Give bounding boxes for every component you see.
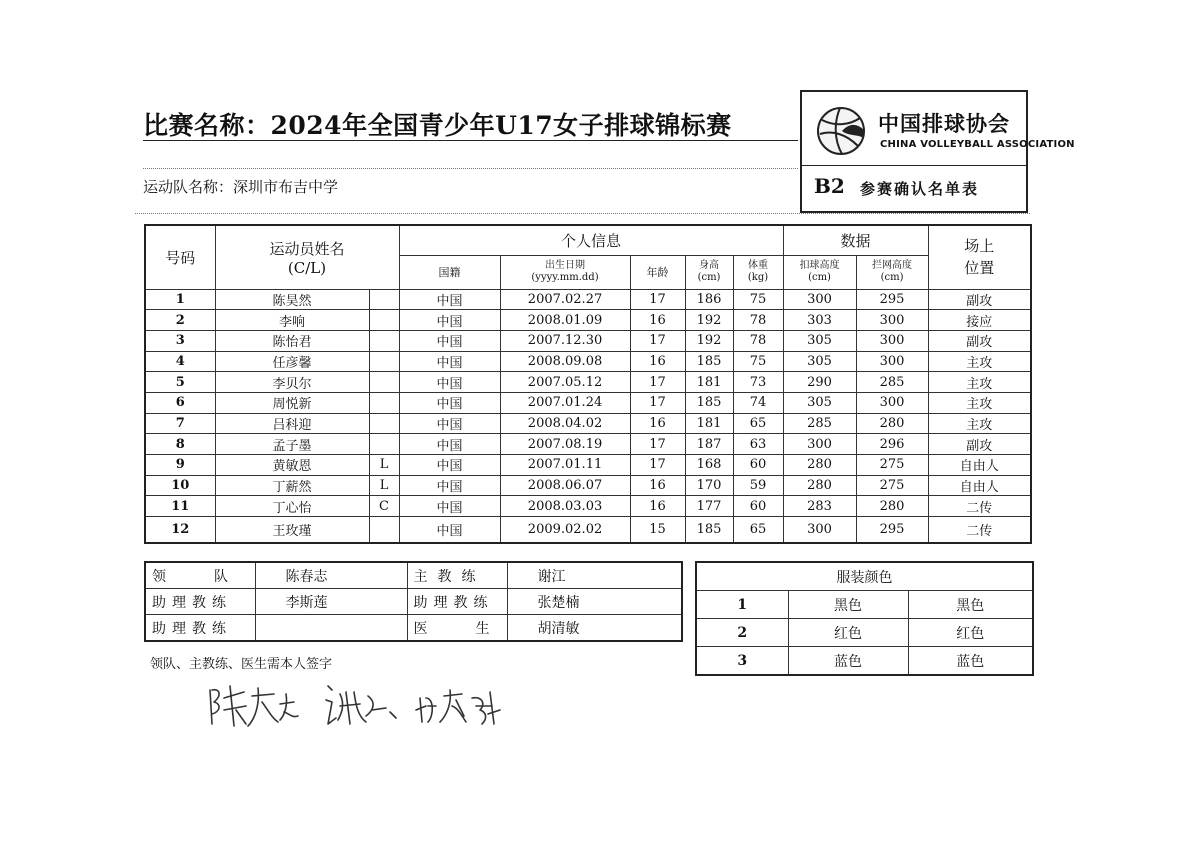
header-height-unit: (cm) — [697, 272, 721, 283]
player-weight: 73 — [733, 372, 783, 393]
player-block-height: 300 — [856, 330, 928, 351]
player-name: 黄敏恩 — [215, 455, 369, 476]
header-position: 场上位置 — [928, 225, 1031, 289]
player-height: 170 — [685, 475, 733, 496]
player-number: 3 — [145, 330, 215, 351]
captain-libero-mark — [369, 392, 399, 413]
table-row — [145, 392, 1031, 413]
player-age: 16 — [630, 496, 685, 517]
player-weight: 59 — [733, 475, 783, 496]
player-spike-height: 283 — [783, 496, 856, 517]
player-name: 孟子墨 — [215, 434, 369, 455]
table-row — [145, 455, 1031, 476]
staff-row — [145, 615, 682, 642]
header-weight-unit: (kg) — [747, 272, 769, 283]
player-number: 8 — [145, 434, 215, 455]
header-data: 数据 — [783, 225, 928, 255]
kit-row — [696, 591, 1033, 619]
player-position: 二传 — [928, 517, 1031, 543]
player-spike-height: 280 — [783, 455, 856, 476]
player-spike-height: 300 — [783, 289, 856, 310]
asst-coach-label: 助理教练 — [407, 589, 507, 615]
header-spike-unit: (cm) — [808, 272, 831, 283]
player-height: 181 — [685, 413, 733, 434]
leader-label-text: 领队 — [152, 568, 276, 585]
player-name: 陈昊然 — [215, 289, 369, 310]
player-position: 主攻 — [928, 372, 1031, 393]
player-position: 副攻 — [928, 330, 1031, 351]
player-number: 10 — [145, 475, 215, 496]
header-age: 年龄 — [630, 255, 685, 289]
player-spike-height: 300 — [783, 517, 856, 543]
player-dob: 2007.08.19 — [500, 434, 630, 455]
captain-libero-mark — [369, 330, 399, 351]
player-spike-height: 290 — [783, 372, 856, 393]
player-dob: 2007.02.27 — [500, 289, 630, 310]
player-number: 5 — [145, 372, 215, 393]
player-age: 16 — [630, 310, 685, 331]
player-position: 主攻 — [928, 351, 1031, 372]
header-dob-format: (yyyy.mm.dd) — [531, 272, 599, 283]
player-position: 接应 — [928, 310, 1031, 331]
player-nationality: 中国 — [399, 496, 500, 517]
header-nationality: 国籍 — [399, 255, 500, 289]
player-number: 2 — [145, 310, 215, 331]
player-dob: 2007.05.12 — [500, 372, 630, 393]
player-number: 7 — [145, 413, 215, 434]
header-personal-info: 个人信息 — [399, 225, 783, 255]
asst-coach-value: 张楚楠 — [507, 589, 682, 615]
table-row — [145, 434, 1031, 455]
player-nationality: 中国 — [399, 310, 500, 331]
table-row — [145, 517, 1031, 543]
player-block-height: 300 — [856, 351, 928, 372]
header-block-unit: (cm) — [880, 272, 904, 283]
player-number: 9 — [145, 455, 215, 476]
player-position: 二传 — [928, 496, 1031, 517]
form-code: B2 — [814, 174, 845, 198]
header-spike — [783, 255, 856, 289]
player-spike-height: 305 — [783, 351, 856, 372]
player-height: 187 — [685, 434, 733, 455]
player-name: 丁心怡 — [215, 496, 369, 517]
kit-number: 1 — [696, 591, 788, 619]
player-block-height: 280 — [856, 496, 928, 517]
team-name: 运动队名称：深圳市布吉中学 — [143, 178, 339, 196]
competition-title: 比赛名称：2024年全国青少年U17女子排球锦标赛 — [143, 111, 732, 140]
kit-shorts-color: 蓝色 — [908, 647, 1033, 676]
player-height: 168 — [685, 455, 733, 476]
player-age: 16 — [630, 413, 685, 434]
head-coach-label: 主教练 — [407, 562, 507, 589]
player-age: 17 — [630, 372, 685, 393]
table-row — [145, 310, 1031, 331]
captain-libero-mark — [369, 517, 399, 543]
player-number: 6 — [145, 392, 215, 413]
captain-libero-mark — [369, 351, 399, 372]
table-row — [145, 496, 1031, 517]
player-height: 186 — [685, 289, 733, 310]
player-dob: 2008.09.08 — [500, 351, 630, 372]
player-nationality: 中国 — [399, 517, 500, 543]
player-height: 185 — [685, 351, 733, 372]
asst-coach-value — [255, 615, 407, 642]
kit-colors-table — [695, 561, 1034, 676]
table-row — [145, 351, 1031, 372]
leader-label — [145, 562, 276, 589]
kit-number: 3 — [696, 647, 788, 676]
player-name: 任彦馨 — [215, 351, 369, 372]
player-block-height: 295 — [856, 517, 928, 543]
player-position: 主攻 — [928, 413, 1031, 434]
player-block-height: 275 — [856, 475, 928, 496]
player-age: 17 — [630, 392, 685, 413]
player-age: 17 — [630, 289, 685, 310]
captain-libero-mark: C — [369, 496, 399, 517]
captain-libero-mark: L — [369, 455, 399, 476]
kit-shirt-color: 黑色 — [788, 591, 908, 619]
player-block-height: 280 — [856, 413, 928, 434]
player-name: 周悦新 — [215, 392, 369, 413]
player-number: 12 — [145, 517, 215, 543]
player-spike-height: 285 — [783, 413, 856, 434]
player-name: 李贝尔 — [215, 372, 369, 393]
header-dob-label: 出生日期 — [545, 260, 586, 271]
player-height: 185 — [685, 517, 733, 543]
header-name-label: 运动员姓名 — [269, 239, 345, 258]
kit-shirt-color: 红色 — [788, 619, 908, 647]
header-dob — [500, 255, 630, 289]
kit-shorts-color: 红色 — [908, 619, 1033, 647]
player-position: 主攻 — [928, 392, 1031, 413]
player-age: 17 — [630, 455, 685, 476]
player-number: 11 — [145, 496, 215, 517]
captain-libero-mark — [369, 289, 399, 310]
association-logo-box — [800, 90, 1075, 213]
player-block-height: 285 — [856, 372, 928, 393]
kit-shorts-color: 黑色 — [908, 591, 1033, 619]
kit-row — [696, 619, 1033, 647]
player-block-height: 300 — [856, 310, 928, 331]
player-position: 自由人 — [928, 475, 1031, 496]
player-block-height: 300 — [856, 392, 928, 413]
player-spike-height: 305 — [783, 330, 856, 351]
player-spike-height: 305 — [783, 392, 856, 413]
table-row — [145, 413, 1031, 434]
table-row — [145, 330, 1031, 351]
signature-note: 领队、主教练、医生需本人签字 — [150, 657, 333, 672]
player-age: 16 — [630, 475, 685, 496]
kit-row — [696, 647, 1033, 676]
asst-coach-label: 助理教练 — [145, 589, 255, 615]
player-height: 185 — [685, 392, 733, 413]
player-age: 16 — [630, 351, 685, 372]
player-block-height: 296 — [856, 434, 928, 455]
player-number: 4 — [145, 351, 215, 372]
player-position: 自由人 — [928, 455, 1031, 476]
header-height-label: 身高 — [699, 260, 720, 271]
kit-number: 2 — [696, 619, 788, 647]
player-age: 17 — [630, 434, 685, 455]
player-spike-height: 300 — [783, 434, 856, 455]
kit-body — [696, 591, 1033, 676]
player-weight: 60 — [733, 496, 783, 517]
kit-shirt-color: 蓝色 — [788, 647, 908, 676]
player-spike-height: 303 — [783, 310, 856, 331]
player-height: 192 — [685, 330, 733, 351]
player-dob: 2008.01.09 — [500, 310, 630, 331]
captain-libero-mark — [369, 434, 399, 455]
player-weight: 74 — [733, 392, 783, 413]
header-name — [215, 225, 399, 289]
association-name-cn: 中国排球协会 — [878, 111, 1010, 136]
staff-table — [144, 561, 683, 642]
player-nationality: 中国 — [399, 372, 500, 393]
player-dob: 2008.06.07 — [500, 475, 630, 496]
player-weight: 63 — [733, 434, 783, 455]
header-spike-label: 扣球高度 — [799, 260, 840, 271]
player-nationality: 中国 — [399, 330, 500, 351]
player-name: 陈怡君 — [215, 330, 369, 351]
player-dob: 2008.04.02 — [500, 413, 630, 434]
head-coach-value: 谢江 — [507, 562, 682, 589]
player-weight: 65 — [733, 517, 783, 543]
player-dob: 2007.01.11 — [500, 455, 630, 476]
player-weight: 65 — [733, 413, 783, 434]
captain-libero-mark — [369, 413, 399, 434]
player-weight: 75 — [733, 351, 783, 372]
player-position: 副攻 — [928, 289, 1031, 310]
leader-value: 陈春志 — [255, 562, 407, 589]
player-dob: 2008.03.03 — [500, 496, 630, 517]
kit-title: 服装颜色 — [696, 562, 1033, 591]
player-nationality: 中国 — [399, 475, 500, 496]
player-dob: 2007.12.30 — [500, 330, 630, 351]
player-weight: 60 — [733, 455, 783, 476]
header-height — [685, 255, 733, 289]
captain-libero-mark: L — [369, 475, 399, 496]
header-block — [856, 255, 928, 289]
asst-coach-label: 助理教练 — [145, 615, 255, 642]
header-block-label: 拦网高度 — [872, 260, 913, 271]
player-nationality: 中国 — [399, 351, 500, 372]
volleyball-logo-icon — [816, 106, 866, 156]
header-name-sub: (C/L) — [287, 258, 327, 277]
player-position: 副攻 — [928, 434, 1031, 455]
player-spike-height: 280 — [783, 475, 856, 496]
captain-libero-mark — [369, 310, 399, 331]
player-age: 15 — [630, 517, 685, 543]
player-name: 丁薪然 — [215, 475, 369, 496]
player-height: 177 — [685, 496, 733, 517]
player-weight: 78 — [733, 330, 783, 351]
table-row — [145, 289, 1031, 310]
logo-box-divider — [802, 165, 1026, 166]
header-weight-label: 体重 — [748, 260, 769, 271]
handwritten-signatures — [200, 676, 540, 738]
title-underline — [143, 140, 798, 141]
player-nationality: 中国 — [399, 455, 500, 476]
captain-libero-mark — [369, 372, 399, 393]
player-dob: 2009.02.02 — [500, 517, 630, 543]
player-nationality: 中国 — [399, 289, 500, 310]
doctor-value: 胡清敏 — [507, 615, 682, 642]
player-name: 吕科迎 — [215, 413, 369, 434]
staff-row — [145, 589, 682, 615]
player-height: 181 — [685, 372, 733, 393]
header-number: 号码 — [145, 225, 215, 289]
dotted-divider — [143, 168, 798, 169]
player-height: 192 — [685, 310, 733, 331]
player-nationality: 中国 — [399, 434, 500, 455]
player-name: 王玫瑾 — [215, 517, 369, 543]
asst-coach-value: 李斯莲 — [255, 589, 407, 615]
form-name: 参赛确认名单表 — [860, 180, 980, 198]
header-weight — [733, 255, 783, 289]
table-row — [145, 475, 1031, 496]
player-weight: 78 — [733, 310, 783, 331]
dotted-divider — [135, 213, 1030, 214]
player-weight: 75 — [733, 289, 783, 310]
player-block-height: 295 — [856, 289, 928, 310]
player-age: 17 — [630, 330, 685, 351]
player-dob: 2007.01.24 — [500, 392, 630, 413]
association-name-en: CHINA VOLLEYBALL ASSOCIATION — [880, 139, 1075, 150]
table-row — [145, 372, 1031, 393]
roster-body — [145, 289, 1031, 543]
player-block-height: 275 — [856, 455, 928, 476]
player-name: 李响 — [215, 310, 369, 331]
player-number: 1 — [145, 289, 215, 310]
player-nationality: 中国 — [399, 392, 500, 413]
doctor-label-text: 医生 — [413, 620, 538, 637]
player-nationality: 中国 — [399, 413, 500, 434]
staff-row — [145, 562, 682, 589]
doctor-label — [407, 615, 538, 642]
roster-table — [144, 224, 1032, 544]
